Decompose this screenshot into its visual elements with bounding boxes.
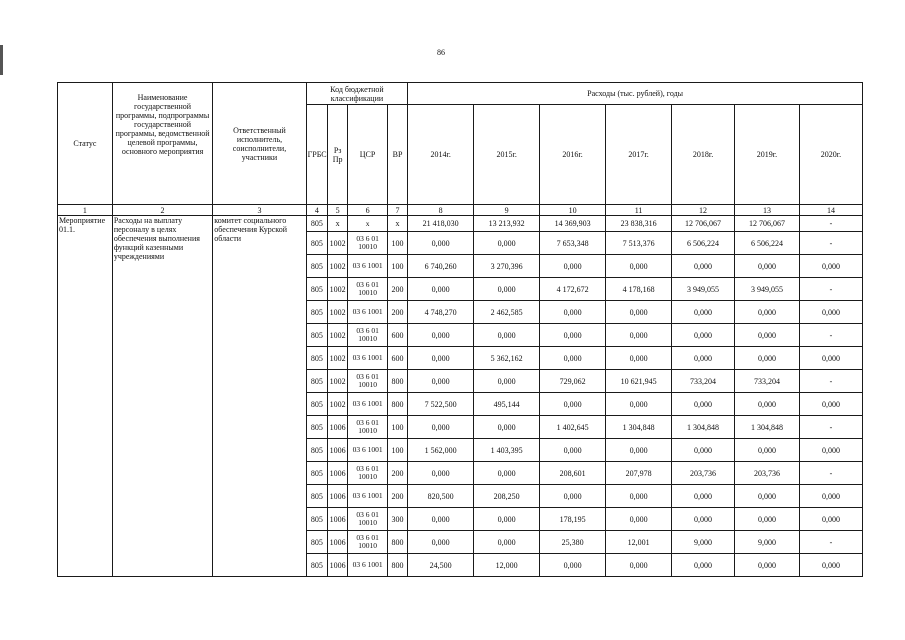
cell-y2019: 0,000 bbox=[734, 324, 799, 347]
cell-y2017: 0,000 bbox=[606, 439, 672, 462]
cell-rzpr: 1006 bbox=[327, 439, 347, 462]
cell-y2018: 12 706,067 bbox=[672, 216, 735, 232]
cell-csr: 03 6 01 10010 bbox=[348, 462, 388, 485]
cell-y2014: 0,000 bbox=[408, 232, 474, 255]
cell-y2020: - bbox=[799, 324, 862, 347]
cell-y2019: 0,000 bbox=[734, 347, 799, 370]
header-year-2016: 2016г. bbox=[540, 105, 606, 205]
cell-y2015: 0,000 bbox=[474, 278, 540, 301]
header-grbs: ГРБС bbox=[306, 105, 327, 205]
cell-rzpr: 1002 bbox=[327, 255, 347, 278]
cell-y2017: 0,000 bbox=[606, 301, 672, 324]
header-year-2018: 2018г. bbox=[672, 105, 735, 205]
cell-vr: 600 bbox=[387, 347, 407, 370]
cell-y2016: 1 402,645 bbox=[540, 416, 606, 439]
cell-y2014: 0,000 bbox=[408, 462, 474, 485]
cell-y2018: 3 949,055 bbox=[672, 278, 735, 301]
cell-y2014: 6 740,260 bbox=[408, 255, 474, 278]
cell-rzpr: 1006 bbox=[327, 531, 347, 554]
cell-rzpr: 1002 bbox=[327, 301, 347, 324]
cell-csr: 03 6 1001 bbox=[348, 439, 388, 462]
cell-y2019: 0,000 bbox=[734, 255, 799, 278]
cell-rzpr: 1002 bbox=[327, 278, 347, 301]
cell-y2015: 5 362,162 bbox=[474, 347, 540, 370]
header-status: Статус bbox=[58, 83, 113, 205]
cell-y2017: 1 304,848 bbox=[606, 416, 672, 439]
cell-vr: 800 bbox=[387, 531, 407, 554]
cell-y2016: 14 369,903 bbox=[540, 216, 606, 232]
cell-y2018: 0,000 bbox=[672, 393, 735, 416]
cell-y2015: 3 270,396 bbox=[474, 255, 540, 278]
cell-y2019: 1 304,848 bbox=[734, 416, 799, 439]
header-vr: ВР bbox=[387, 105, 407, 205]
cell-y2018: 9,000 bbox=[672, 531, 735, 554]
header-year-2014: 2014г. bbox=[408, 105, 474, 205]
cell-y2018: 0,000 bbox=[672, 324, 735, 347]
cell-y2019: 0,000 bbox=[734, 301, 799, 324]
column-number: 9 bbox=[474, 205, 540, 216]
cell-y2016: 0,000 bbox=[540, 324, 606, 347]
header-year-2019: 2019г. bbox=[734, 105, 799, 205]
cell-y2014: 0,000 bbox=[408, 416, 474, 439]
cell-vr: 800 bbox=[387, 393, 407, 416]
cell-rzpr: 1002 bbox=[327, 324, 347, 347]
cell-y2014: 0,000 bbox=[408, 531, 474, 554]
cell-y2020: - bbox=[799, 232, 862, 255]
cell-csr: х bbox=[348, 216, 388, 232]
cell-y2015: 1 403,395 bbox=[474, 439, 540, 462]
cell-grbs: 805 bbox=[306, 347, 327, 370]
cell-y2017: 7 513,376 bbox=[606, 232, 672, 255]
cell-y2015: 495,144 bbox=[474, 393, 540, 416]
cell-y2018: 733,204 bbox=[672, 370, 735, 393]
cell-vr: 100 bbox=[387, 232, 407, 255]
cell-y2015: 0,000 bbox=[474, 531, 540, 554]
column-number: 10 bbox=[540, 205, 606, 216]
cell-y2017: 0,000 bbox=[606, 508, 672, 531]
cell-y2019: 203,736 bbox=[734, 462, 799, 485]
scan-edge-mark bbox=[0, 45, 3, 75]
cell-y2019: 3 949,055 bbox=[734, 278, 799, 301]
cell-y2016: 208,601 bbox=[540, 462, 606, 485]
cell-y2016: 0,000 bbox=[540, 301, 606, 324]
cell-vr: 100 bbox=[387, 255, 407, 278]
header-name: Наименование государственной программы, подпрограммы государственной программы, ведомственной целевой программы, основного мероприятия bbox=[112, 83, 212, 205]
cell-y2020: 0,000 bbox=[799, 508, 862, 531]
cell-grbs: 805 bbox=[306, 301, 327, 324]
column-number: 6 bbox=[348, 205, 388, 216]
cell-y2018: 0,000 bbox=[672, 485, 735, 508]
cell-grbs: 805 bbox=[306, 554, 327, 577]
cell-y2018: 0,000 bbox=[672, 439, 735, 462]
cell-y2015: 13 213,932 bbox=[474, 216, 540, 232]
cell-grbs: 805 bbox=[306, 393, 327, 416]
cell-rzpr: 1002 bbox=[327, 347, 347, 370]
cell-csr: 03 6 01 10010 bbox=[348, 232, 388, 255]
cell-y2014: 820,500 bbox=[408, 485, 474, 508]
cell-grbs: 805 bbox=[306, 278, 327, 301]
cell-y2015: 0,000 bbox=[474, 416, 540, 439]
cell-y2017: 0,000 bbox=[606, 324, 672, 347]
cell-csr: 03 6 01 10010 bbox=[348, 324, 388, 347]
cell-csr: 03 6 01 10010 bbox=[348, 416, 388, 439]
cell-vr: 100 bbox=[387, 439, 407, 462]
cell-y2020: - bbox=[799, 278, 862, 301]
cell-y2020: 0,000 bbox=[799, 393, 862, 416]
cell-csr: 03 6 1001 bbox=[348, 301, 388, 324]
cell-y2016: 0,000 bbox=[540, 393, 606, 416]
cell-y2019: 0,000 bbox=[734, 554, 799, 577]
cell-rzpr: 1006 bbox=[327, 554, 347, 577]
column-number: 5 bbox=[327, 205, 347, 216]
cell-grbs: 805 bbox=[306, 416, 327, 439]
cell-y2017: 0,000 bbox=[606, 485, 672, 508]
cell-y2014: 0,000 bbox=[408, 347, 474, 370]
cell-vr: 600 bbox=[387, 324, 407, 347]
cell-y2020: 0,000 bbox=[799, 255, 862, 278]
cell-vr: 200 bbox=[387, 278, 407, 301]
cell-grbs: 805 bbox=[306, 439, 327, 462]
cell-y2016: 0,000 bbox=[540, 554, 606, 577]
cell-y2014: 0,000 bbox=[408, 324, 474, 347]
cell-rzpr: 1006 bbox=[327, 416, 347, 439]
cell-rzpr: 1006 bbox=[327, 508, 347, 531]
page-number: 86 bbox=[437, 48, 445, 57]
row-status: Мероприятие 01.1. bbox=[58, 216, 113, 577]
header-budget-code: Код бюджетной классификации bbox=[306, 83, 408, 105]
cell-y2020: - bbox=[799, 416, 862, 439]
column-number: 4 bbox=[306, 205, 327, 216]
cell-y2018: 203,736 bbox=[672, 462, 735, 485]
header-year-2017: 2017г. bbox=[606, 105, 672, 205]
column-number: 2 bbox=[112, 205, 212, 216]
cell-y2020: - bbox=[799, 216, 862, 232]
cell-y2015: 208,250 bbox=[474, 485, 540, 508]
cell-vr: 800 bbox=[387, 554, 407, 577]
column-number-row bbox=[58, 205, 863, 216]
cell-y2018: 0,000 bbox=[672, 554, 735, 577]
row-executor: комитет социального обеспечения Курской области bbox=[213, 216, 306, 577]
cell-y2015: 2 462,585 bbox=[474, 301, 540, 324]
cell-y2014: 0,000 bbox=[408, 278, 474, 301]
cell-grbs: 805 bbox=[306, 531, 327, 554]
cell-csr: 03 6 01 10010 bbox=[348, 508, 388, 531]
cell-rzpr: 1002 bbox=[327, 232, 347, 255]
cell-y2016: 0,000 bbox=[540, 255, 606, 278]
cell-y2014: 4 748,270 bbox=[408, 301, 474, 324]
cell-y2019: 0,000 bbox=[734, 393, 799, 416]
cell-y2015: 0,000 bbox=[474, 232, 540, 255]
cell-grbs: 805 bbox=[306, 370, 327, 393]
cell-rzpr: 1002 bbox=[327, 393, 347, 416]
cell-rzpr: 1002 bbox=[327, 370, 347, 393]
cell-grbs: 805 bbox=[306, 508, 327, 531]
cell-csr: 03 6 01 10010 bbox=[348, 278, 388, 301]
cell-y2017: 23 838,316 bbox=[606, 216, 672, 232]
cell-y2014: 21 418,030 bbox=[408, 216, 474, 232]
cell-grbs: 805 bbox=[306, 216, 327, 232]
cell-y2015: 0,000 bbox=[474, 462, 540, 485]
cell-y2018: 6 506,224 bbox=[672, 232, 735, 255]
cell-grbs: 805 bbox=[306, 232, 327, 255]
cell-rzpr: х bbox=[327, 216, 347, 232]
cell-y2014: 0,000 bbox=[408, 370, 474, 393]
header-csr: ЦСР bbox=[348, 105, 388, 205]
cell-y2020: 0,000 bbox=[799, 554, 862, 577]
column-number: 7 bbox=[387, 205, 407, 216]
cell-vr: 200 bbox=[387, 462, 407, 485]
cell-y2016: 4 172,672 bbox=[540, 278, 606, 301]
cell-y2014: 24,500 bbox=[408, 554, 474, 577]
cell-y2015: 12,000 bbox=[474, 554, 540, 577]
cell-y2016: 7 653,348 bbox=[540, 232, 606, 255]
cell-vr: 200 bbox=[387, 485, 407, 508]
cell-y2014: 1 562,000 bbox=[408, 439, 474, 462]
cell-y2017: 0,000 bbox=[606, 393, 672, 416]
cell-y2019: 733,204 bbox=[734, 370, 799, 393]
cell-grbs: 805 bbox=[306, 255, 327, 278]
cell-y2020: - bbox=[799, 531, 862, 554]
cell-y2016: 178,195 bbox=[540, 508, 606, 531]
cell-y2017: 0,000 bbox=[606, 347, 672, 370]
cell-y2017: 207,978 bbox=[606, 462, 672, 485]
cell-y2016: 25,380 bbox=[540, 531, 606, 554]
cell-y2016: 0,000 bbox=[540, 347, 606, 370]
cell-y2016: 0,000 bbox=[540, 485, 606, 508]
cell-csr: 03 6 01 10010 bbox=[348, 370, 388, 393]
column-number: 13 bbox=[734, 205, 799, 216]
cell-vr: 800 bbox=[387, 370, 407, 393]
cell-y2019: 0,000 bbox=[734, 508, 799, 531]
cell-y2015: 0,000 bbox=[474, 508, 540, 531]
cell-vr: 200 bbox=[387, 301, 407, 324]
column-number: 1 bbox=[58, 205, 113, 216]
cell-y2020: 0,000 bbox=[799, 439, 862, 462]
cell-y2019: 6 506,224 bbox=[734, 232, 799, 255]
column-number: 14 bbox=[799, 205, 862, 216]
column-number: 3 bbox=[213, 205, 306, 216]
cell-y2017: 0,000 bbox=[606, 554, 672, 577]
cell-rzpr: 1006 bbox=[327, 485, 347, 508]
cell-y2014: 7 522,500 bbox=[408, 393, 474, 416]
cell-y2019: 9,000 bbox=[734, 531, 799, 554]
cell-y2015: 0,000 bbox=[474, 324, 540, 347]
cell-y2019: 0,000 bbox=[734, 485, 799, 508]
cell-vr: х bbox=[387, 216, 407, 232]
cell-y2016: 729,062 bbox=[540, 370, 606, 393]
cell-y2017: 4 178,168 bbox=[606, 278, 672, 301]
cell-vr: 300 bbox=[387, 508, 407, 531]
cell-csr: 03 6 1001 bbox=[348, 347, 388, 370]
cell-y2018: 0,000 bbox=[672, 255, 735, 278]
row-name: Расходы на выплату персоналу в целях обеспечения выполнения функций казенными учреждениями bbox=[112, 216, 212, 577]
cell-y2019: 12 706,067 bbox=[734, 216, 799, 232]
column-number: 8 bbox=[408, 205, 474, 216]
cell-y2015: 0,000 bbox=[474, 370, 540, 393]
budget-table bbox=[57, 82, 863, 577]
column-number: 12 bbox=[672, 205, 735, 216]
cell-y2018: 0,000 bbox=[672, 301, 735, 324]
cell-y2019: 0,000 bbox=[734, 439, 799, 462]
cell-y2020: - bbox=[799, 462, 862, 485]
cell-csr: 03 6 01 10010 bbox=[348, 531, 388, 554]
cell-y2017: 10 621,945 bbox=[606, 370, 672, 393]
cell-y2016: 0,000 bbox=[540, 439, 606, 462]
cell-y2018: 1 304,848 bbox=[672, 416, 735, 439]
cell-y2017: 0,000 bbox=[606, 255, 672, 278]
column-number: 11 bbox=[606, 205, 672, 216]
cell-csr: 03 6 1001 bbox=[348, 255, 388, 278]
cell-grbs: 805 bbox=[306, 485, 327, 508]
cell-rzpr: 1006 bbox=[327, 462, 347, 485]
cell-csr: 03 6 1001 bbox=[348, 485, 388, 508]
table-row bbox=[58, 216, 863, 232]
cell-y2018: 0,000 bbox=[672, 508, 735, 531]
header-year-2015: 2015г. bbox=[474, 105, 540, 205]
cell-csr: 03 6 1001 bbox=[348, 554, 388, 577]
header-rzpr: Рз Пр bbox=[327, 105, 347, 205]
header-expenses: Расходы (тыс. рублей), годы bbox=[408, 83, 863, 105]
cell-y2014: 0,000 bbox=[408, 508, 474, 531]
cell-y2020: 0,000 bbox=[799, 347, 862, 370]
cell-grbs: 805 bbox=[306, 324, 327, 347]
cell-y2020: - bbox=[799, 370, 862, 393]
header-year-2020: 2020г. bbox=[799, 105, 862, 205]
cell-y2020: 0,000 bbox=[799, 301, 862, 324]
cell-csr: 03 6 1001 bbox=[348, 393, 388, 416]
header-executor: Ответственный исполнитель, соисполнители, участники bbox=[213, 83, 306, 205]
cell-y2017: 12,001 bbox=[606, 531, 672, 554]
cell-y2018: 0,000 bbox=[672, 347, 735, 370]
cell-vr: 100 bbox=[387, 416, 407, 439]
cell-grbs: 805 bbox=[306, 462, 327, 485]
cell-y2020: 0,000 bbox=[799, 485, 862, 508]
